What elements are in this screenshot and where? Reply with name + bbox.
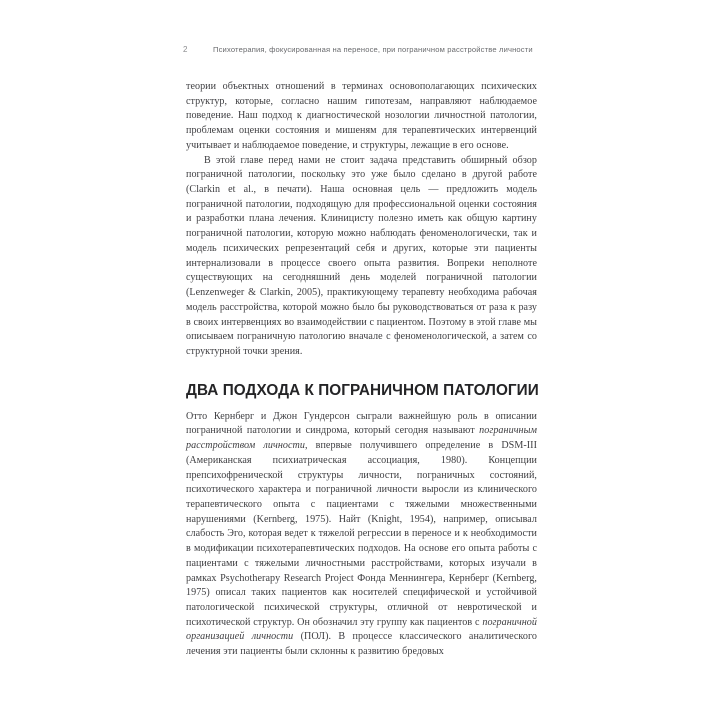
paragraph-segment-1: Отто Кернберг и Джон Гундерсон сыграли важнейшую роль в описании пограничной патологии и синдрома, который сегодня называют: [186, 410, 537, 437]
paragraph-two-approaches: [186, 410, 537, 660]
running-header-title: Психотерапия, фокусированная на переносе, при пограничном расстройстве личности: [213, 45, 533, 54]
paragraph-segment-2: , впервые получившего определение в DSM-III (Американская психиатрическая ассоциация, 1980). Концепции препсихофренической структуры личности, пограничных состояний, психотического характера и пограничной личности выросли из клинического терапевтического опыта с пациентами с тяжелыми множественными нарушениями (Kernberg, 1975). Найт (Knight, 1954), например, описывал слабость Эго, которая ведет к тяжелой регрессии в переносе и к необходимости в модификации психотерапевтических подходов. На основе его опыта работы с пациентами с тяжелыми личностными расстройствами, которых изучали в рамках Psychotherapy Research Project Фонда Меннингера, Кернберг (Kernberg, 1975) описал таких пациентов как носителей специфической и устойчивой патологической психической структуры, отличной от невротической и психотической структур. Он обозначил эту группу как пациентов с: [186, 440, 538, 628]
paragraph-chapter-scope: В этой главе перед нами не стоит задача представить обширный обзор пограничной патологии, поскольку это уже было сделано в другой работе (Clarkin et al., в печати). Наша основная цель — предложить модель пограничной патологии, подходящую для профессиональной оценки состояния и разработки плана лечения. Клиницисту полезно иметь как общую картину пограничной патологии, которую можно наблюдать феноменологически, так и модель психических репрезентаций себя и других, которые эти пациенты интернализовали в процессе своего опыта развития. Вопреки неполноте существующих на сегодняшний день моделей пограничной патологии (Lenzenweger & Clarkin, 2005), практикующему терапевту необходима рабочая модель расстройства, которой можно было бы руководствоваться от раза к разу в своих интервенциях во взаимодействии с пациентом. Поэтому в этой главе мы описываем пограничную патологию вначале с феноменологической, а затем со структурной точки зрения.: [186, 154, 537, 357]
running-header: [183, 45, 543, 54]
section-heading: ДВА ПОДХОДА К ПОГРАНИЧНОМ ПАТОЛОГИИ: [186, 381, 539, 399]
page-number: 2: [183, 45, 188, 54]
text-block: [186, 80, 537, 660]
italic-term-bpo: пограничной организацией личности: [186, 616, 537, 643]
italic-term-bpd: пограничным расстройством личности: [186, 425, 537, 452]
paragraph-segment-3: (ПОЛ). В процессе классического аналитического лечения эти пациенты были склонны к развитию бредовых: [186, 631, 537, 658]
section-heading-wrapper: [186, 360, 537, 410]
paragraph-continuation: теории объектных отношений в терминах основополагающих психических структур, которые, согласно нашим гипотезам, направляют наблюдаемое поведение. Наш подход к диагностической нозологии личностной патологии, проблемам оценки состояния и мишеням для терапевтических интервенций учитывает и наблюдаемое поведение, и структуры, лежащие в его основе.: [186, 81, 537, 151]
